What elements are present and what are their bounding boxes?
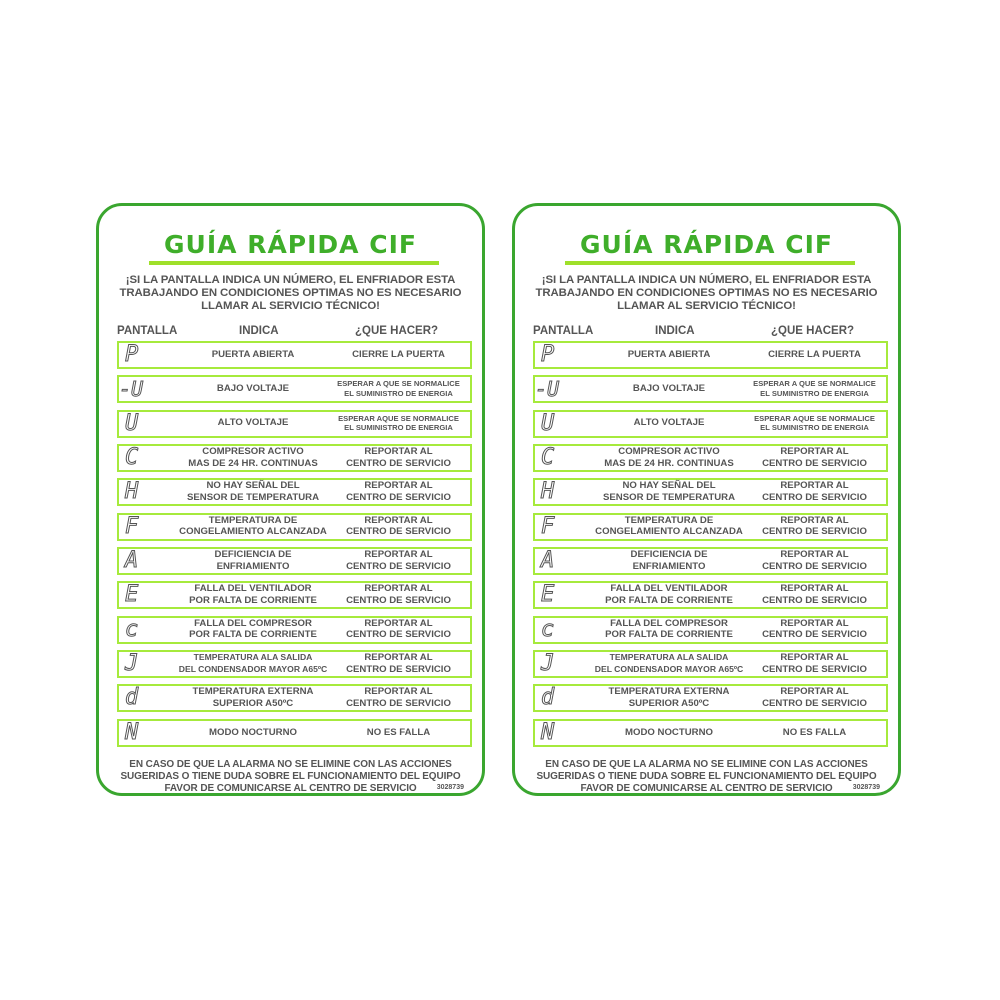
hacer-line: CENTRO DE SERVICIO [346,697,451,709]
table-row [117,650,472,678]
hacer-cell [743,549,886,572]
intro-line: LLAMAR AL SERVICIO TÉCNICO! [201,300,380,312]
display-code: c [125,616,140,642]
hacer-line: ESPERAR A QUE SE NORMALICE [337,379,460,389]
display-code: P [541,342,556,367]
indica-line: POR FALTA DE CORRIENTE [189,594,317,606]
table-row [533,444,888,472]
indica-cell [177,515,329,538]
indica-cell [177,343,329,366]
indica-cell [593,721,745,744]
display-code: C [541,445,556,471]
indica-line: MAS DE 24 HR. CONTINUAS [604,457,734,469]
card-title: GUÍA RÁPIDA CIF [580,230,833,259]
indica-line: TEMPERATURA EXTERNA [608,686,730,698]
indica-cell [177,480,329,503]
indica-cell [177,686,329,709]
intro-line: LLAMAR AL SERVICIO TÉCNICO! [617,300,796,312]
hacer-line: CENTRO DE SERVICIO [762,560,867,572]
display-code: N [541,719,556,745]
hacer-line: EL SUMINISTRO DE ENERGIA [760,423,869,433]
display-code: J [125,651,140,677]
hacer-line: CIERRE LA PUERTA [768,348,861,360]
indica-line: POR FALTA DE CORRIENTE [605,629,733,641]
hacer-line: CENTRO DE SERVICIO [346,457,451,469]
indica-cell [177,377,329,400]
hacer-line: REPORTAR AL [364,480,433,492]
indica-cell [593,480,745,503]
display-code: P [125,342,140,367]
indica-line: DEFICIENCIA DE [214,549,292,561]
indica-cell [177,652,329,675]
display-code: J [541,651,556,677]
indica-cell [593,515,745,538]
header-hacer: ¿QUE HACER? [771,325,855,337]
indica-line: DEFICIENCIA DE [630,549,708,561]
hacer-cell [743,686,886,709]
indica-cell [177,412,329,435]
hacer-cell [327,343,470,366]
hacer-line: CENTRO DE SERVICIO [346,663,451,675]
hacer-line: CENTRO DE SERVICIO [346,629,451,641]
hacer-line: REPORTAR AL [780,686,849,698]
indica-line: FALLA DEL VENTILADOR [194,583,312,595]
indica-cell [593,549,745,572]
display-code: A [125,548,140,574]
title-underline [565,261,855,265]
indica-line: BAJO VOLTAJE [216,383,290,395]
hacer-line: REPORTAR AL [364,652,433,664]
table-row [117,375,472,403]
indica-line: ENFRIAMIENTO [632,560,706,572]
hacer-line: REPORTAR AL [364,446,433,458]
hacer-line: REPORTAR AL [364,617,433,629]
hacer-line: NO ES FALLA [366,726,431,738]
guide-card-left [96,203,485,796]
display-code: c [541,616,556,642]
table-row [533,410,888,438]
header-hacer: ¿QUE HACER? [355,325,439,337]
hacer-cell [327,377,470,400]
indica-line: ALTO VOLTAJE [217,417,289,429]
hacer-cell [743,618,886,641]
column-headers [99,325,482,339]
hacer-cell [743,721,886,744]
hacer-cell [743,343,886,366]
hacer-line: REPORTAR AL [364,549,433,561]
indica-line: TEMPERATURA DE [624,514,714,526]
hacer-cell [743,446,886,469]
display-code: C [125,445,140,471]
part-number: 3028739 [852,784,880,791]
table-row [533,375,888,403]
indica-line: FALLA DEL COMPRESOR [610,617,728,629]
footer-line: SUGERIDAS O TIENE DUDA SOBRE EL FUNCIONAMIENTO DEL EQUIPO [536,771,877,782]
hacer-line: REPORTAR AL [780,617,849,629]
hacer-cell [327,446,470,469]
hacer-line: CENTRO DE SERVICIO [346,491,451,503]
hacer-line: REPORTAR AL [364,583,433,595]
hacer-cell [327,686,470,709]
code-table [117,341,472,753]
indica-cell [177,549,329,572]
indica-cell [177,446,329,469]
hacer-cell [327,549,470,572]
display-code: d [541,685,556,711]
table-row [533,684,888,712]
indica-line: DEL CONDENSADOR MAYOR A65ºC [594,663,744,674]
hacer-line: CENTRO DE SERVICIO [762,526,867,538]
table-row [117,478,472,506]
display-code: E [541,582,556,608]
footer-line: EN CASO DE QUE LA ALARMA NO SE ELIMINE CON LAS ACCIONES [545,759,868,770]
hacer-cell [327,412,470,435]
display-code: d [125,685,140,711]
column-headers [515,325,898,339]
title-underline [149,261,439,265]
indica-line: SENSOR DE TEMPERATURA [602,491,735,503]
indica-line: BAJO VOLTAJE [632,383,706,395]
intro-line: TRABAJANDO EN CONDICIONES OPTIMAS NO ES NECESARIO [119,287,462,299]
indica-cell [177,583,329,606]
indica-line: TEMPERATURA DE [208,514,298,526]
indica-line: POR FALTA DE CORRIENTE [605,594,733,606]
indica-line: MAS DE 24 HR. CONTINUAS [188,457,318,469]
table-row [117,719,472,747]
indica-line: SUPERIOR A50ºC [628,697,710,709]
hacer-line: CENTRO DE SERVICIO [762,629,867,641]
indica-line: ALTO VOLTAJE [633,417,705,429]
display-code: U [125,410,140,436]
hacer-cell [327,515,470,538]
display-code: F [541,513,556,539]
hacer-cell [743,412,886,435]
indica-line: NO HAY SEÑAL DEL [622,480,716,492]
hacer-line: REPORTAR AL [780,549,849,561]
indica-line: FALLA DEL VENTILADOR [610,583,728,595]
table-row [533,478,888,506]
indica-line: PUERTA ABIERTA [211,348,295,360]
display-code: A [541,548,556,574]
indica-cell [593,377,745,400]
display-code: N [125,719,140,745]
hacer-line: REPORTAR AL [364,514,433,526]
indica-cell [593,686,745,709]
table-row [117,341,472,369]
hacer-line: ESPERAR AQUE SE NORMALICE [338,413,459,423]
hacer-line: CENTRO DE SERVICIO [762,491,867,503]
hacer-line: REPORTAR AL [780,652,849,664]
hacer-line: CENTRO DE SERVICIO [762,697,867,709]
hacer-line: CENTRO DE SERVICIO [346,526,451,538]
indica-cell [593,652,745,675]
hacer-line: REPORTAR AL [780,514,849,526]
table-row [117,410,472,438]
hacer-cell [327,721,470,744]
indica-line: CONGELAMIENTO ALCANZADA [179,526,327,538]
display-code: -U [119,377,144,402]
table-row [533,547,888,575]
indica-line: CONGELAMIENTO ALCANZADA [595,526,743,538]
table-row [533,341,888,369]
indica-line: POR FALTA DE CORRIENTE [189,629,317,641]
indica-cell [177,618,329,641]
table-row [533,616,888,644]
display-code: U [541,410,556,436]
hacer-line: EL SUMINISTRO DE ENERGIA [760,388,869,398]
indica-line: TEMPERATURA ALA SALIDA [609,652,729,663]
indica-line: DEL CONDENSADOR MAYOR A65ºC [178,663,328,674]
header-pantalla: PANTALLA [117,325,178,337]
hacer-cell [743,583,886,606]
hacer-cell [327,480,470,503]
hacer-line: CENTRO DE SERVICIO [346,594,451,606]
footer-line: EN CASO DE QUE LA ALARMA NO SE ELIMINE CON LAS ACCIONES [129,759,452,770]
code-table [533,341,888,753]
table-row [117,616,472,644]
indica-line: PUERTA ABIERTA [627,348,711,360]
intro-text [525,274,888,313]
hacer-line: ESPERAR AQUE SE NORMALICE [754,413,875,423]
hacer-line: CENTRO DE SERVICIO [762,663,867,675]
hacer-line: ESPERAR A QUE SE NORMALICE [753,379,876,389]
hacer-line: CIERRE LA PUERTA [352,348,445,360]
indica-cell [177,721,329,744]
hacer-line: REPORTAR AL [364,686,433,698]
table-row [533,581,888,609]
hacer-cell [743,377,886,400]
indica-line: FALLA DEL COMPRESOR [194,617,312,629]
hacer-line: REPORTAR AL [780,446,849,458]
display-code: E [125,582,140,608]
indica-cell [593,618,745,641]
card-title: GUÍA RÁPIDA CIF [164,230,417,259]
header-pantalla: PANTALLA [533,325,594,337]
hacer-line: EL SUMINISTRO DE ENERGIA [344,388,453,398]
indica-cell [593,343,745,366]
table-row [533,513,888,541]
intro-line: TRABAJANDO EN CONDICIONES OPTIMAS NO ES NECESARIO [535,287,878,299]
display-code: F [125,513,140,539]
indica-line: TEMPERATURA ALA SALIDA [193,652,313,663]
indica-cell [593,412,745,435]
guide-card-right [512,203,901,796]
indica-line: NO HAY SEÑAL DEL [206,480,300,492]
indica-cell [593,446,745,469]
hacer-line: EL SUMINISTRO DE ENERGIA [344,423,453,433]
indica-line: COMPRESOR ACTIVO [202,446,304,458]
hacer-cell [743,515,886,538]
footer-text [525,759,888,795]
part-number: 3028739 [436,784,464,791]
indica-line: TEMPERATURA EXTERNA [192,686,314,698]
table-row [117,513,472,541]
hacer-cell [327,618,470,641]
table-row [117,444,472,472]
hacer-cell [743,652,886,675]
indica-line: SUPERIOR A50ºC [212,697,294,709]
indica-line: SENSOR DE TEMPERATURA [186,491,319,503]
intro-text [109,274,472,313]
hacer-line: CENTRO DE SERVICIO [762,594,867,606]
display-code: H [125,479,140,505]
display-code: -U [535,377,560,402]
hacer-line: REPORTAR AL [780,480,849,492]
footer-text [109,759,472,795]
intro-line: ¡SI LA PANTALLA INDICA UN NÚMERO, EL ENFRIADOR ESTA [125,274,456,286]
display-code: H [541,479,556,505]
table-row [533,719,888,747]
indica-line: MODO NOCTURNO [625,726,713,738]
hacer-line: CENTRO DE SERVICIO [346,560,451,572]
footer-line: FAVOR DE COMUNICARSE AL CENTRO DE SERVICIO [580,783,833,794]
table-row [117,581,472,609]
hacer-line: NO ES FALLA [782,726,847,738]
hacer-cell [327,652,470,675]
hacer-line: REPORTAR AL [780,583,849,595]
header-indica: INDICA [239,325,279,337]
intro-line: ¡SI LA PANTALLA INDICA UN NÚMERO, EL ENFRIADOR ESTA [541,274,872,286]
header-indica: INDICA [655,325,695,337]
indica-cell [593,583,745,606]
indica-line: MODO NOCTURNO [209,726,297,738]
table-row [533,650,888,678]
hacer-cell [743,480,886,503]
table-row [117,684,472,712]
table-row [117,547,472,575]
hacer-line: CENTRO DE SERVICIO [762,457,867,469]
footer-line: SUGERIDAS O TIENE DUDA SOBRE EL FUNCIONAMIENTO DEL EQUIPO [120,771,461,782]
indica-line: ENFRIAMIENTO [216,560,290,572]
indica-line: COMPRESOR ACTIVO [618,446,720,458]
footer-line: FAVOR DE COMUNICARSE AL CENTRO DE SERVICIO [164,783,417,794]
hacer-cell [327,583,470,606]
